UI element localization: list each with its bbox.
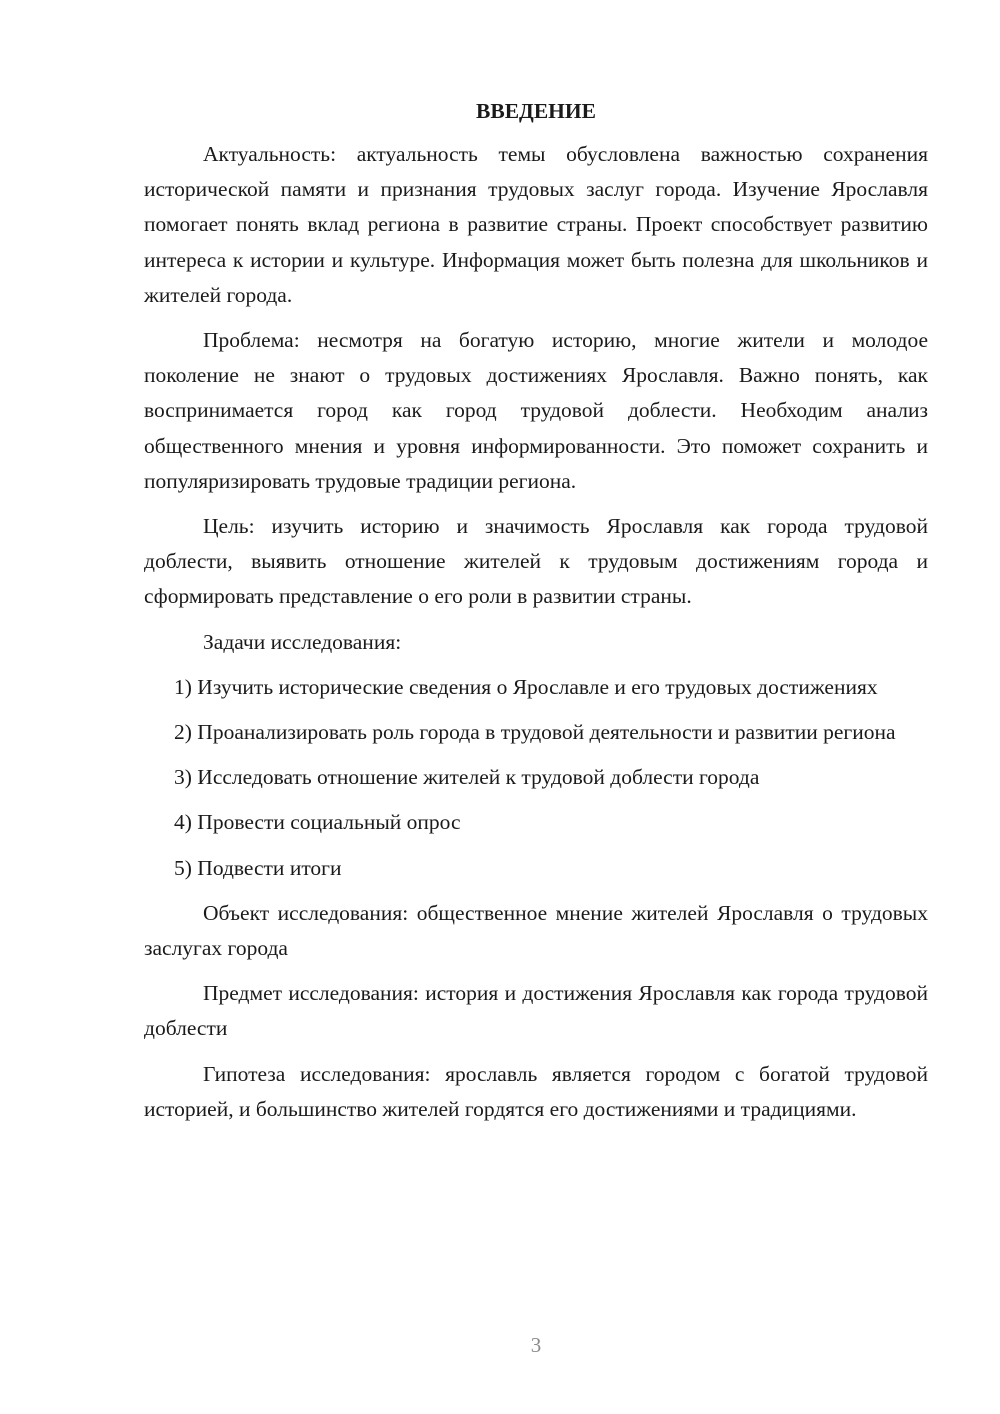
task-text: Проанализировать роль города в трудовой деятельности и развитии региона (197, 720, 896, 745)
relevance-paragraph: Актуальность: актуальность темы обусловлена важностью сохранения исторической памяти и признания трудовых заслуг города. Изучение Ярославля помогает понять вклад региона в развитие страны. Проект способствует развитию интереса к истории и культуре. Информация может быть полезна для школьников и жителей города. (144, 142, 928, 307)
task-item-3 (144, 760, 928, 795)
task-number: 3) (174, 765, 192, 790)
task-item-2 (144, 715, 928, 750)
page-number: 3 (530, 1333, 542, 1357)
task-number: 5) (174, 855, 192, 880)
subject-paragraph: Предмет исследования: история и достижения Ярославля как города трудовой доблести (144, 981, 928, 1041)
task-item-1 (144, 670, 928, 705)
task-number: 4) (174, 810, 192, 835)
hypothesis-paragraph: Гипотеза исследования: ярославль является городом с богатой трудовой историей, и большинство жителей гордятся его достижениями и традициями. (144, 1061, 928, 1121)
section-title: ВВЕДЕНИЕ (476, 99, 596, 123)
task-text: Провести социальный опрос (197, 810, 461, 835)
task-number: 1) (174, 674, 192, 699)
tasks-heading: Задачи исследования: (203, 629, 402, 654)
object-paragraph: Объект исследования: общественное мнение жителей Ярославля о трудовых заслугах города (144, 900, 928, 961)
page-content (144, 95, 928, 1137)
task-item-5 (144, 851, 928, 886)
goal-paragraph: Цель: изучить историю и значимость Ярославля как города трудовой доблести, выявить отношение жителей к трудовым достижениям города и сформировать представление о его роли в развитии страны. (144, 514, 928, 609)
task-item-4 (144, 805, 928, 840)
task-text: Подвести итоги (197, 855, 342, 880)
task-number: 2) (174, 720, 192, 745)
problem-paragraph: Проблема: несмотря на богатую историю, многие жители и молодое поколение не знают о трудовых достижениях Ярославля. Важно понять, как воспринимается город как город трудовой доблести. Необходим анализ общественного мнения и уровня информированности. Это поможет сохранить и популяризировать трудовые традиции региона. (144, 328, 928, 493)
task-text: Исследовать отношение жителей к трудовой доблести города (197, 765, 760, 790)
task-text: Изучить исторические сведения о Ярославле и его трудовых достижениях (197, 674, 878, 699)
